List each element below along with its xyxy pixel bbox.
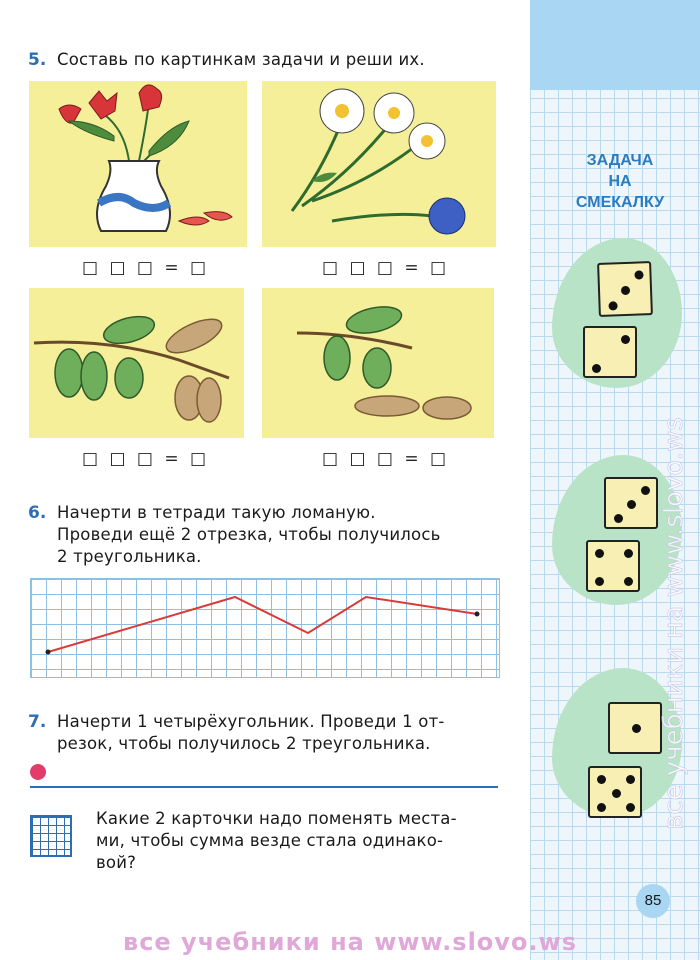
task-text-line: 2 треугольника. bbox=[57, 547, 202, 566]
equation-blank: □ □ □ = □ bbox=[322, 258, 450, 278]
task-text-line: резок, чтобы получилось 2 треугольника. bbox=[57, 734, 431, 753]
die-card-bottom bbox=[588, 766, 642, 818]
page-number: 85 bbox=[636, 884, 670, 918]
picture-branch-leaves bbox=[29, 288, 244, 438]
task-text-line: Начерти 1 четырёхугольник. Проведи 1 от- bbox=[57, 712, 445, 731]
puzzle-grid-icon bbox=[30, 815, 72, 857]
vertical-watermark-text: все учебники на www.slovo.ws bbox=[659, 417, 689, 830]
equation-blank: □ □ □ = □ bbox=[82, 449, 210, 469]
sidebar-title-line: ЗАДАЧА bbox=[586, 152, 654, 169]
task-number: 7. bbox=[28, 712, 47, 732]
task-number: 6. bbox=[28, 503, 47, 523]
equation-blank: □ □ □ = □ bbox=[322, 449, 450, 469]
vertical-watermark bbox=[640, 40, 700, 840]
difficulty-dot bbox=[30, 764, 46, 780]
section-divider bbox=[30, 786, 498, 788]
polyline-drawing bbox=[30, 578, 500, 678]
picture-daisies bbox=[262, 81, 496, 247]
puzzle-text-line: Какие 2 карточки надо поменять места- bbox=[96, 809, 457, 828]
task-text: Составь по картинкам задачи и реши их. bbox=[57, 50, 425, 69]
picture-vase-tulips bbox=[29, 81, 247, 247]
task-text-line: Проведи ещё 2 отрезка, чтобы получилось bbox=[57, 525, 441, 544]
task-text bbox=[57, 711, 445, 755]
puzzle-text bbox=[96, 808, 457, 874]
footer-watermark: все учебники на www.slovo.ws bbox=[123, 928, 577, 956]
task-number: 5. bbox=[28, 50, 47, 70]
sidebar-title-line: СМЕКАЛКУ bbox=[575, 194, 665, 211]
task-text-line: Начерти в тетради такую ломаную. bbox=[57, 503, 376, 522]
die-card-bottom bbox=[586, 540, 640, 592]
equation-blank: □ □ □ = □ bbox=[82, 258, 210, 278]
puzzle-text-line: вой? bbox=[96, 853, 137, 872]
puzzle-text-line: ми, чтобы сумма везде стала одинако- bbox=[96, 831, 444, 850]
sidebar-title-line: НА bbox=[608, 173, 632, 190]
task-text bbox=[57, 502, 441, 568]
die-card-bottom bbox=[583, 326, 637, 378]
picture-branch-fallen-leaves bbox=[262, 288, 494, 438]
